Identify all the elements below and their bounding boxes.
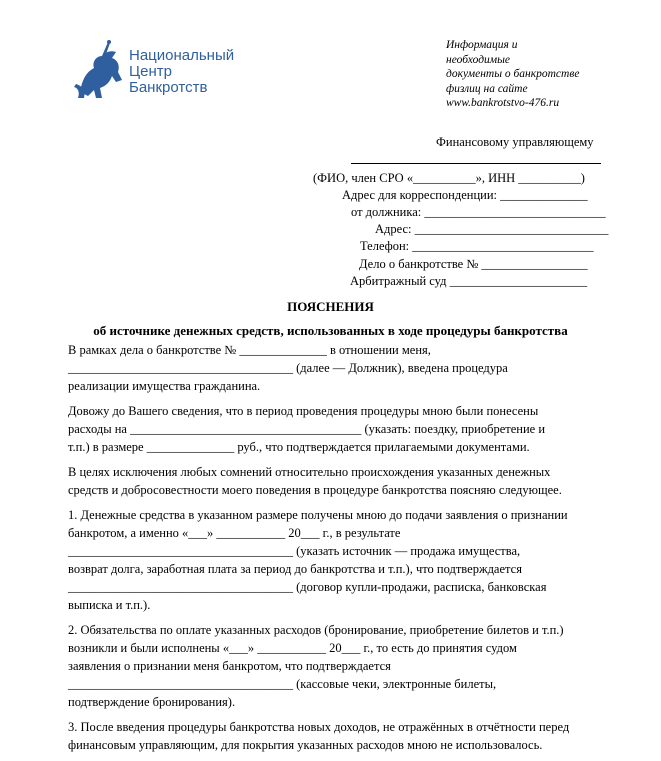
paragraph-point-1 [68,506,608,614]
paragraph-point-3 [68,718,608,754]
recipient-address: Адрес для корреспонденции: ______________ [342,188,588,202]
text-line: возникли и были исполнены «___» ___________ 20___ г., то есть до принятия судом [68,641,517,655]
text-line: расходы на _____________________________________ (указать: поездку, приобретение и [68,422,546,436]
text-line: ____________________________________ (указать источник — продажа имущества, [68,544,521,558]
logo-line-2: Центр [129,63,172,80]
text-line: ____________________________________ (договор купли-продажи, расписка, банковская [68,580,547,594]
recipient-fio-line [351,163,601,164]
document-subtitle: об источнике денежных средств, использованных в ходе процедуры банкротства [93,323,568,338]
arbitration-court: Арбитражный суд ______________________ [350,274,588,288]
text-line: В рамках дела о банкротстве № ______________ в отношении меня, [68,343,431,357]
logo-line-3: Банкротств [129,79,208,96]
paragraph-purpose [68,463,608,499]
info-line: Информация и [446,39,518,51]
info-website: www.bankrotstvo-476.ru [446,97,560,109]
logo [72,40,252,110]
document-title: ПОЯСНЕНИЯ [287,299,374,314]
debtor-phone: Телефон: _____________________________ [360,239,594,253]
info-line: физлиц на сайте [446,82,528,95]
horseman-emblem-icon [72,40,130,102]
text-line: реализации имущества гражданина. [68,379,261,393]
text-line: банкротом, а именно «___» ___________ 20___ г., в результате [68,526,401,540]
text-line: заявления о признании меня банкротом, что подтверждается [68,659,391,673]
bankruptcy-case-number: Дело о банкротстве № _________________ [359,257,588,271]
text-line: подтверждение бронирования). [68,695,236,709]
paragraph-expenses [68,402,608,456]
text-line: 1. Денежные средства в указанном размере получены мною до подачи заявления о признании [68,508,568,522]
text-line: 3. После введения процедуры банкротства новых доходов, не отражённых в отчётности перед [68,720,570,734]
info-line: необходимые [446,53,511,66]
text-line: выписка и т.п.). [68,598,151,612]
text-line: т.п.) в размере ______________ руб., что подтверждается прилагаемыми документами. [68,440,530,454]
logo-line-1: Национальный [129,47,235,64]
text-line: возврат долга, заработная плата за период до банкротства и т.п.), что подтверждается [68,562,522,576]
info-line: документы о банкротстве [446,68,580,80]
debtor-address: Адрес: _______________________________ [375,222,609,236]
text-line: средств и добросовестности моего поведения в процедуре банкротства поясняю следующее. [68,483,562,497]
text-line: В целях исключения любых сомнений относительно происхождения указанных денежных [68,465,551,479]
debtor-from: от должника: _____________________________ [351,205,606,219]
text-line: ____________________________________ (далее — Должник), введена процедура [68,361,508,375]
text-line: финансовым управляющим, для покрытия указанных расходов мною не использовалось. [68,738,543,752]
paragraph-point-2 [68,621,608,711]
text-line: Довожу до Вашего сведения, что в период проведения процедуры мною были понесены [68,404,539,418]
recipient-to: Финансовому управляющему [436,135,594,149]
text-line: ____________________________________ (кассовые чеки, электронные билеты, [68,677,497,691]
paragraph-intro [68,341,608,395]
text-line: 2. Обязательства по оплате указанных расходов (бронирование, приобретение билетов и т.п.) [68,623,564,637]
document-body [68,341,608,761]
info-note [446,38,646,111]
recipient-fio: (ФИО, член СРО «__________», ИНН __________) [313,171,585,185]
